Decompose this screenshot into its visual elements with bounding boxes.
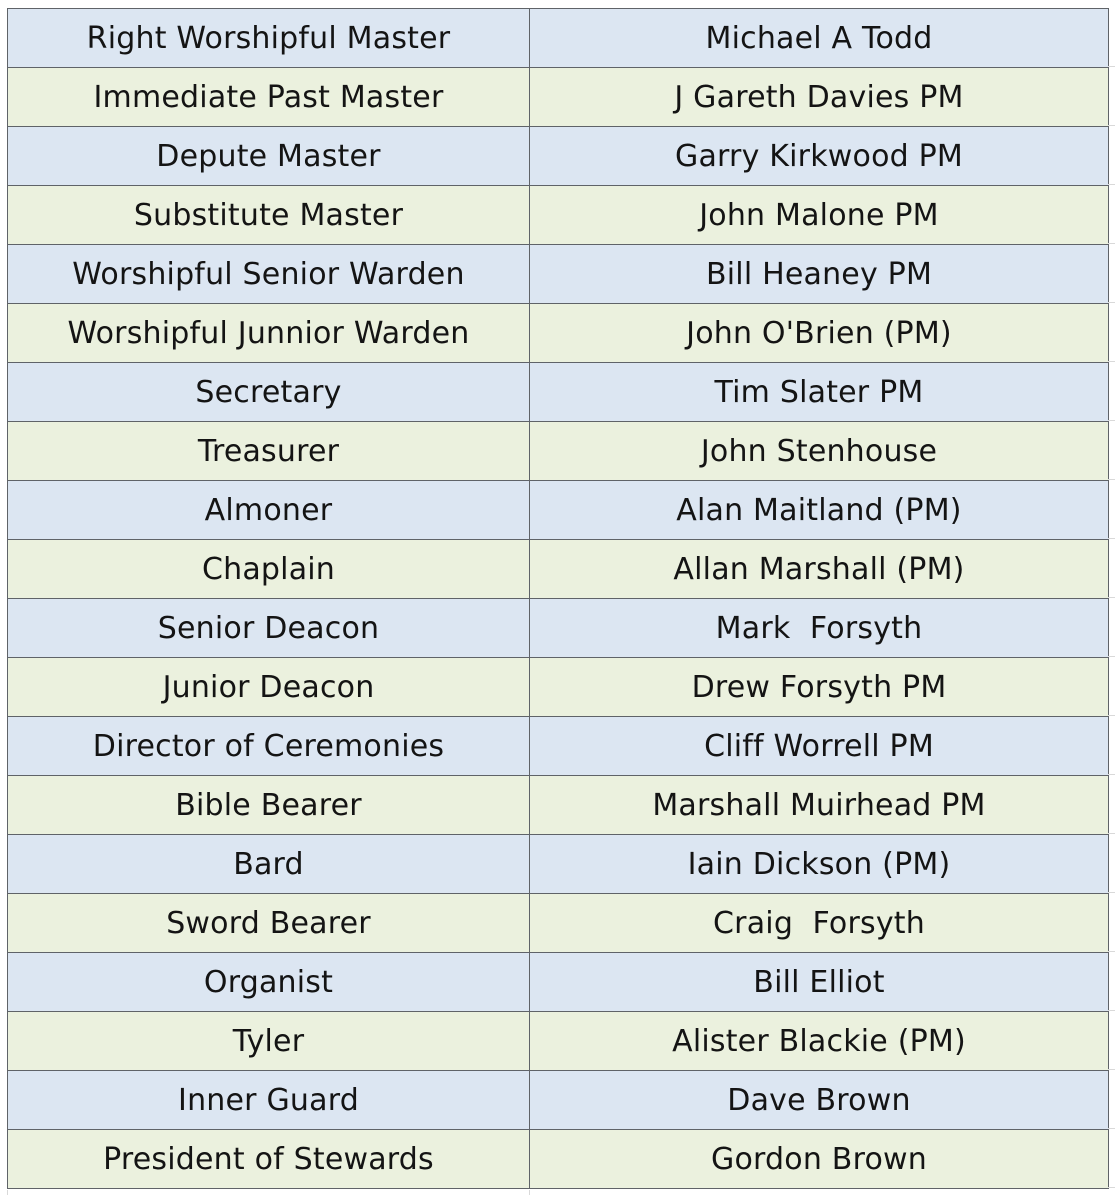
table-row xyxy=(8,481,1109,540)
office-cell: Right Worshipful Master xyxy=(8,9,530,68)
table-row xyxy=(8,127,1109,186)
table-row xyxy=(8,245,1109,304)
holder-cell: Cliff Worrell PM xyxy=(530,717,1109,776)
table-row xyxy=(8,953,1109,1012)
office-cell: Immediate Past Master xyxy=(8,68,530,127)
office-cell: Director of Ceremonies xyxy=(8,717,530,776)
office-cell: Organist xyxy=(8,953,530,1012)
holder-cell: Dave Brown xyxy=(530,1071,1109,1130)
spreadsheet-gridlines-right xyxy=(1108,8,1115,1190)
table-row xyxy=(8,717,1109,776)
holder-cell: Bill Heaney PM xyxy=(530,245,1109,304)
table-row xyxy=(8,363,1109,422)
office-cell: Worshipful Junnior Warden xyxy=(8,304,530,363)
table-row xyxy=(8,599,1109,658)
officers-table xyxy=(7,8,1109,1189)
table-row xyxy=(8,894,1109,953)
holder-cell: Gordon Brown xyxy=(530,1130,1109,1189)
holder-cell: Alister Blackie (PM) xyxy=(530,1012,1109,1071)
holder-cell: Drew Forsyth PM xyxy=(530,658,1109,717)
table-row xyxy=(8,68,1109,127)
holder-cell: Alan Maitland (PM) xyxy=(530,481,1109,540)
table-row xyxy=(8,1130,1109,1189)
holder-cell: Garry Kirkwood PM xyxy=(530,127,1109,186)
holder-cell: Michael A Todd xyxy=(530,9,1109,68)
office-cell: Substitute Master xyxy=(8,186,530,245)
table-row xyxy=(8,186,1109,245)
table-row xyxy=(8,540,1109,599)
office-cell: Senior Deacon xyxy=(8,599,530,658)
holder-cell: John O'Brien (PM) xyxy=(530,304,1109,363)
office-cell: Almoner xyxy=(8,481,530,540)
office-cell: Inner Guard xyxy=(8,1071,530,1130)
office-cell: Bard xyxy=(8,835,530,894)
office-cell: Depute Master xyxy=(8,127,530,186)
holder-cell: J Gareth Davies PM xyxy=(530,68,1109,127)
holder-cell: Allan Marshall (PM) xyxy=(530,540,1109,599)
holder-cell: John Stenhouse xyxy=(530,422,1109,481)
table-row xyxy=(8,835,1109,894)
office-cell: Treasurer xyxy=(8,422,530,481)
office-cell: Secretary xyxy=(8,363,530,422)
office-cell: Chaplain xyxy=(8,540,530,599)
office-cell: Sword Bearer xyxy=(8,894,530,953)
holder-cell: John Malone PM xyxy=(530,186,1109,245)
holder-cell: Tim Slater PM xyxy=(530,363,1109,422)
office-cell: Worshipful Senior Warden xyxy=(8,245,530,304)
holder-cell: Bill Elliot xyxy=(530,953,1109,1012)
office-cell: President of Stewards xyxy=(8,1130,530,1189)
table-row xyxy=(8,422,1109,481)
table-row xyxy=(8,658,1109,717)
table-row xyxy=(8,9,1109,68)
spreadsheet-gridlines-bottom xyxy=(7,1190,1109,1195)
table-row xyxy=(8,1071,1109,1130)
holder-cell: Marshall Muirhead PM xyxy=(530,776,1109,835)
table-row xyxy=(8,776,1109,835)
office-cell: Bible Bearer xyxy=(8,776,530,835)
holder-cell: Iain Dickson (PM) xyxy=(530,835,1109,894)
table-row xyxy=(8,1012,1109,1071)
office-cell: Junior Deacon xyxy=(8,658,530,717)
table-row xyxy=(8,304,1109,363)
holder-cell: Mark Forsyth xyxy=(530,599,1109,658)
office-cell: Tyler xyxy=(8,1012,530,1071)
holder-cell: Craig Forsyth xyxy=(530,894,1109,953)
